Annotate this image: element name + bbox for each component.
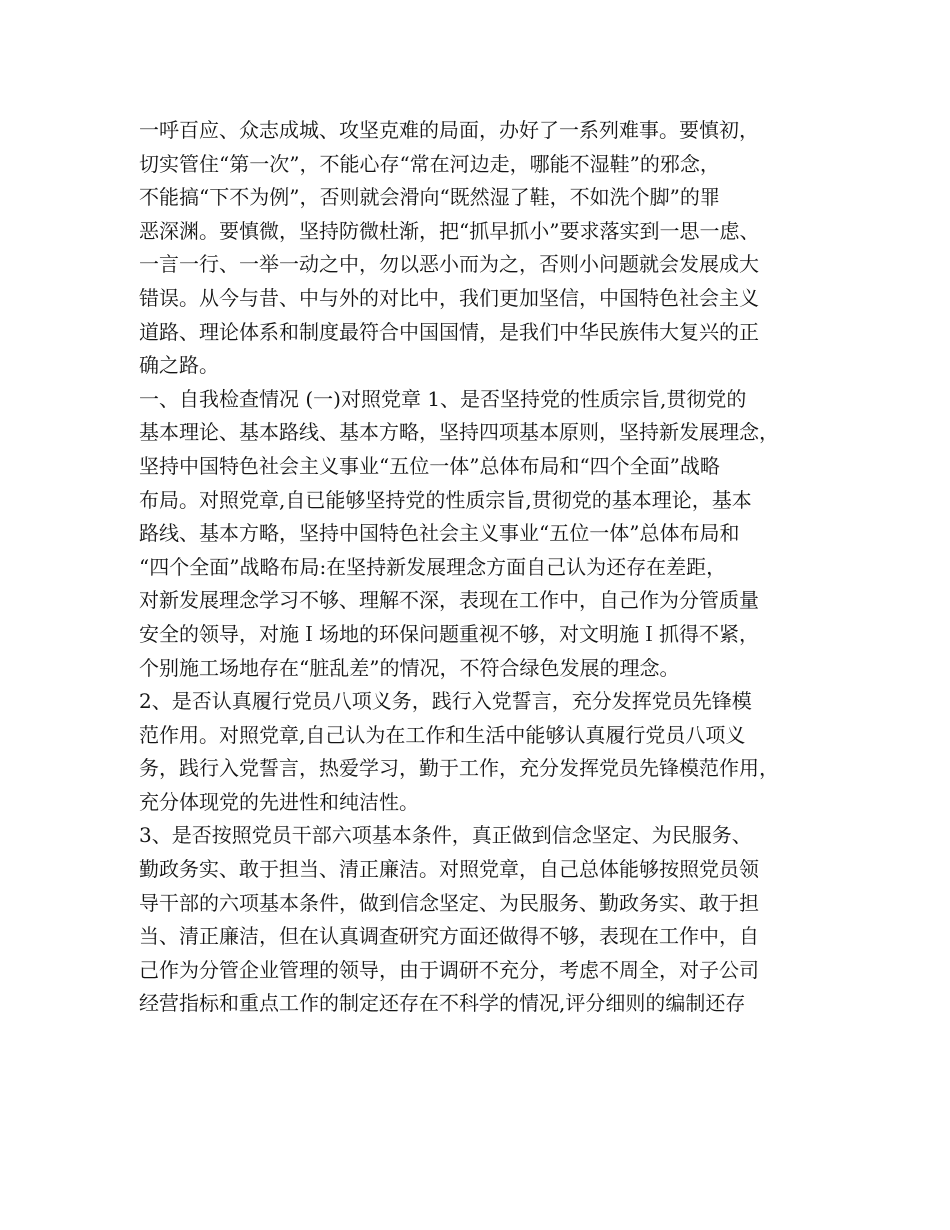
text-line: 切实管住“第一次”，不能心存“常在河边走，哪能不湿鞋”的邪念， [139,151,720,176]
text-line: 恶深渊。要慎微，坚持防微杜渐，把“抓早抓小”要求落实到一思一虑、 [139,218,760,243]
text-line: 个别施工场地存在“脏乱差”的情况，不符合绿色发展的理念。 [139,655,680,680]
text-line: 3、是否按照党员干部六项基本条件，真正做到信念坚定、为民服务、 [139,823,752,848]
text-line: 道路、理论体系和制度最符合中国国情，是我们中华民族伟大复兴的正 [139,319,759,344]
text-line: 经营指标和重点工作的制定还存在不科学的情况,评分细则的编制还存 [139,991,746,1016]
text-line: 确之路。 [139,353,219,378]
text-line: 坚持中国特色社会主义事业“五位一体”总体布局和“四个全面”战略 [139,453,720,478]
text-line: 不能搞“下不为例”，否则就会滑向“既然湿了鞋，不如洗个脚”的罪 [139,185,720,210]
text-line: 路线、基本方略，坚持中国特色社会主义事业“五位一体”总体布局和 [139,521,740,546]
text-line: 2、是否认真履行党员八项义务，践行入党誓言，充分发挥党员先锋模 [139,689,752,714]
text-line: 一、自我检查情况 (一)对照党章 1、是否坚持党的性质宗旨,贯彻党的 [139,386,747,411]
text-line: 布局。对照党章,自已能够坚持党的性质宗旨,贯彻党的基本理论，基本 [139,487,752,512]
text-line: 安全的领导，对施Ｉ场地的环保问题重视不够，对文明施Ｉ抓得不紧， [139,621,759,646]
text-line: 基本理论、基本路线、基本方略，坚持四项基本原则，坚持新发展理念， [139,420,779,445]
text-line: 一言一行、一举一动之中，勿以恶小而为之，否则小问题就会发展成大 [139,252,759,277]
body-text [139,114,819,1021]
text-line: 导干部的六项基本条件，做到信念坚定、为民服务、勤政务实、敢于担 [139,890,759,915]
text-line: 范作用。对照党章,自己认为在工作和生活中能够认真履行党员八项义 [139,722,746,747]
text-line: 务，践行入党誓言，热爱学习，勤于工作，充分发挥党员先锋模范作用， [139,756,779,781]
text-line: 对新发展理念学习不够、理解不深，表现在工作中，自己作为分管质量 [139,588,759,613]
text-line: 一呼百应、众志成城、攻坚克难的局面，办好了一系列难事。要慎初， [139,118,759,142]
text-line: 充分体现党的先进性和纯洁性。 [139,789,419,814]
text-line: 己作为分管企业管理的领导，由于调研不充分，考虑不周全，对子公司 [139,957,759,982]
text-line: 勤政务实、敢于担当、清正廉洁。对照党章，自己总体能够按照党员领 [139,857,759,882]
text-line: 当、清正廉洁，但在认真调查研究方面还做得不够，表现在工作中，自 [139,924,759,949]
text-line: “四个全面”战略布局:在坚持新发展理念方面自己认为还存在差距， [139,554,727,579]
text-line: 错误。从今与昔、中与外的对比中，我们更加坚信，中国特色社会主义 [139,285,759,310]
